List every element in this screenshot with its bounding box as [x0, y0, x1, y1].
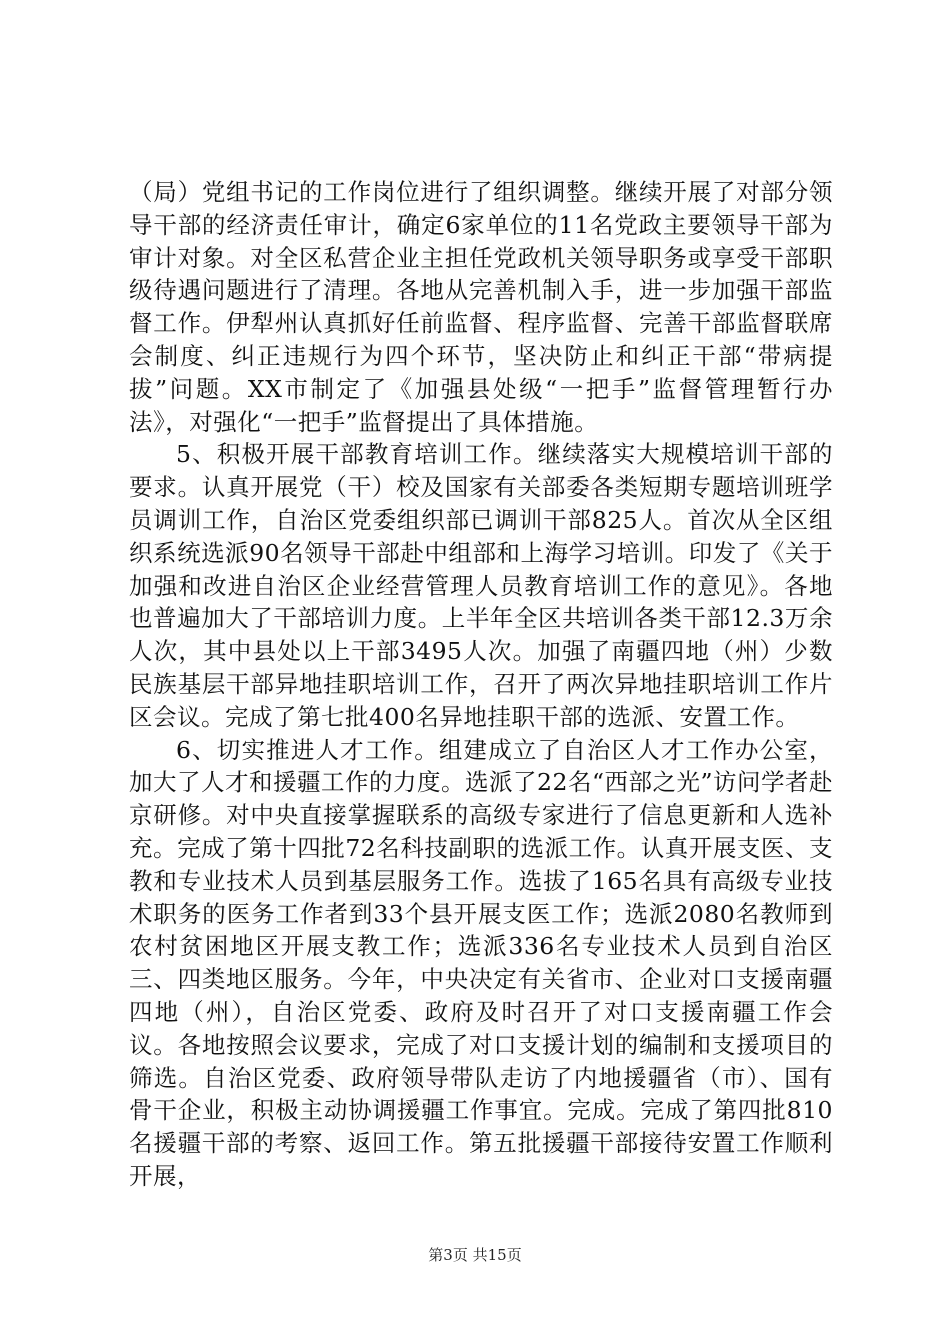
paragraph-continuation: （局）党组书记的工作岗位进行了组织调整。继续开展了对部分领导干部的经济责任审计，确定6家单位的11名党政主要领导干部为审计对象。对全区私营企业主担任党政机关领导职务或享受干部职级待遇问题进行了清理。各地从完善机制入手，进一步加强干部监督工作。伊犁州认真抓好任前监督、程序监督、完善干部监督联席会制度、纠正违规行为四个环节，坚决防止和纠正干部“带病提拔”问题。XX市制定了《加强县处级“一把手”监督管理暂行办法》，对强化“一把手”监督提出了具体措施。	[129, 178, 833, 436]
page-number-footer: 第3页 共15页	[428, 1246, 522, 1264]
paragraph-talent-work: 6、切实推进人才工作。组建成立了自治区人才工作办公室，加大了人才和援疆工作的力度。选派了22名“西部之光”访问学者赴京研修。对中央直接掌握联系的高级专家进行了信息更新和人选补充。完成了第十四批72名科技副职的选派工作。认真开展支医、支教和专业技术人员到基层服务工作。选拔了165名具有高级专业技术职务的医务工作者到33个县开展支医工作；选派2080名教师到农村贫困地区开展支教工作；选派336名专业技术人员到自治区三、四类地区服务。今年，中央决定有关省市、企业对口支援南疆四地（州），自治区党委、政府及时召开了对口支援南疆工作会议。各地按照会议要求，完成了对口支援计划的编制和支援项目的筛选。自治区党委、政府领导带队走访了内地援疆省（市）、国有骨干企业，积极主动协调援疆工作事宜。完成。完成了第四批810名援疆干部的考察、返回工作。第五批援疆干部接待安置工作顺利开展，	[129, 735, 833, 1190]
document-body	[129, 176, 833, 1193]
paragraph-cadre-training: 5、积极开展干部教育培训工作。继续落实大规模培训干部的要求。认真开展党（干）校及国家有关部委各类短期专题培训班学员调训工作，自治区党委组织部已调训干部825人。首次从全区组织系统选派90名领导干部赴中组部和上海学习培训。印发了《关于加强和改进自治区企业经营管理人员教育培训工作的意见》。各地也普遍加大了干部培训力度。上半年全区共培训各类干部12.3万余人次，其中县处以上干部3495人次。加强了南疆四地（州）少数民族基层干部异地挂职培训工作，召开了两次异地挂职培训工作片区会议。完成了第七批400名异地挂职干部的选派、安置工作。	[129, 440, 833, 731]
